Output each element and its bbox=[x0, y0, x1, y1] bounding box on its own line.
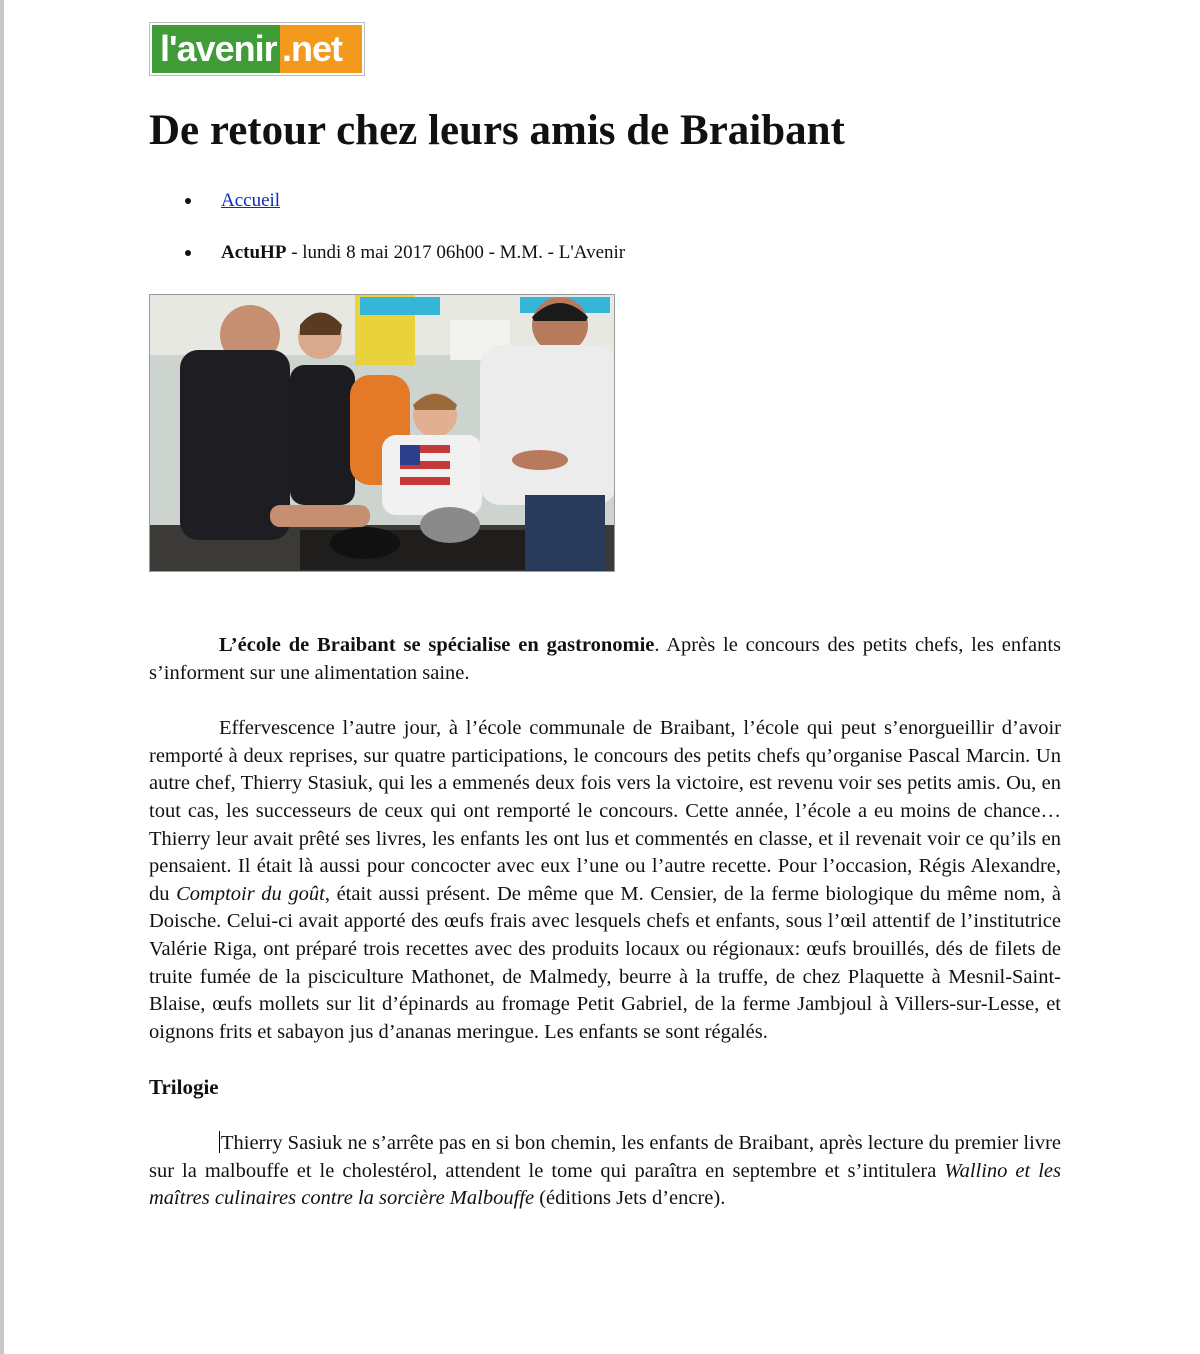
book-title: Wallino et les maîtres culinaires contre la sorcière Malbouffe bbox=[149, 1159, 1061, 1210]
article-section: ActuHP bbox=[221, 242, 287, 263]
logo-text-main: l'avenir bbox=[152, 25, 280, 73]
site-logo[interactable] bbox=[149, 22, 365, 76]
logo-text-domain: .net bbox=[280, 25, 362, 73]
paragraph-text: Effervescence l’autre jour, à l’école communale de Braibant, l’école qui peut s’enorgueillir d’avoir remporté à deux reprises, sur quatre participations, le concours des petits chefs qu’organise Pascal Marcin. Un autre chef, Thierry Stasiuk, qui les a emmenés deux fois vers la victoire, est revenu voir ses petits amis. Ou, en tout cas, les successeurs de ceux qui ont remporté le concours. Cette année, l’école a eu moins de chance… Thierry leur avait prêté ses livres, les enfants les ont lus et commentés en classe, et il revenait voir ce qu’ils en pensaient. Il était là aussi pour concocter avec eux l’une ou l’autre recette. Pour l’occasion, Régis Alexandre, du bbox=[149, 717, 1061, 905]
breadcrumb bbox=[149, 186, 625, 216]
article-date-author: - lundi 8 mai 2017 06h00 - M.M. - L'Avenir bbox=[286, 242, 626, 263]
article-subheading: Trilogie bbox=[149, 1075, 219, 1100]
article-paragraph bbox=[149, 1130, 1061, 1213]
paragraph-italic: Comptoir du goût bbox=[176, 882, 325, 905]
paragraph-text: (éditions Jets d’encre). bbox=[534, 1187, 726, 1210]
logo-mark bbox=[152, 25, 362, 73]
page-left-border bbox=[0, 0, 4, 1354]
text-cursor bbox=[219, 1131, 220, 1153]
article-paragraph bbox=[149, 715, 1061, 1046]
bullet-icon bbox=[185, 198, 191, 204]
breadcrumb-home-link[interactable]: Accueil bbox=[221, 190, 281, 211]
lead-bold: L’école de Braibant se spécialise en gastronomie bbox=[219, 634, 655, 656]
bullet-icon bbox=[185, 250, 191, 256]
article-title: De retour chez leurs amis de Braibant bbox=[149, 107, 845, 154]
article-byline bbox=[149, 238, 625, 268]
article-photo bbox=[149, 294, 615, 572]
article-meta-list bbox=[149, 186, 625, 268]
article-body bbox=[149, 632, 1061, 1213]
paragraph-text: , était aussi présent. De même que M. Censier, de la ferme biologique du même nom, à Doische. Celui-ci avait apporté des œufs frais avec lesquels chefs et enfants, sous l’œil attentif de l’institutrice Valérie Riga, ont préparé trois recettes avec des produits locaux ou régionaux: œufs brouillés, dés de filets de truite fumée de la pisciculture Mathonet, de Malmedy, beurre à la truffe, de chez Plaquette à Mesnil-Saint-Blaise, œufs mollets sur lit d’épinards au fromage Petit Gabriel, de la ferme Jambjoul à Villers-sur-Lesse, et oignons frits et sabayon jus d’ananas meringue. Les enfants se sont régalés. bbox=[149, 882, 1061, 1043]
paragraph-text: Thierry Sasiuk ne s’arrête pas en si bon chemin, les enfants de Braibant, après lecture du premier livre sur la malbouffe et le cholestérol, attendent le tome qui paraîtra en septembre et s’intitulera bbox=[149, 1131, 1061, 1182]
cooking-class-photo bbox=[150, 295, 615, 572]
article-lead bbox=[149, 632, 1061, 687]
lead-rest: . Après le concours des petits chefs, les enfants s’informent sur une alimentation saine. bbox=[149, 634, 1061, 684]
